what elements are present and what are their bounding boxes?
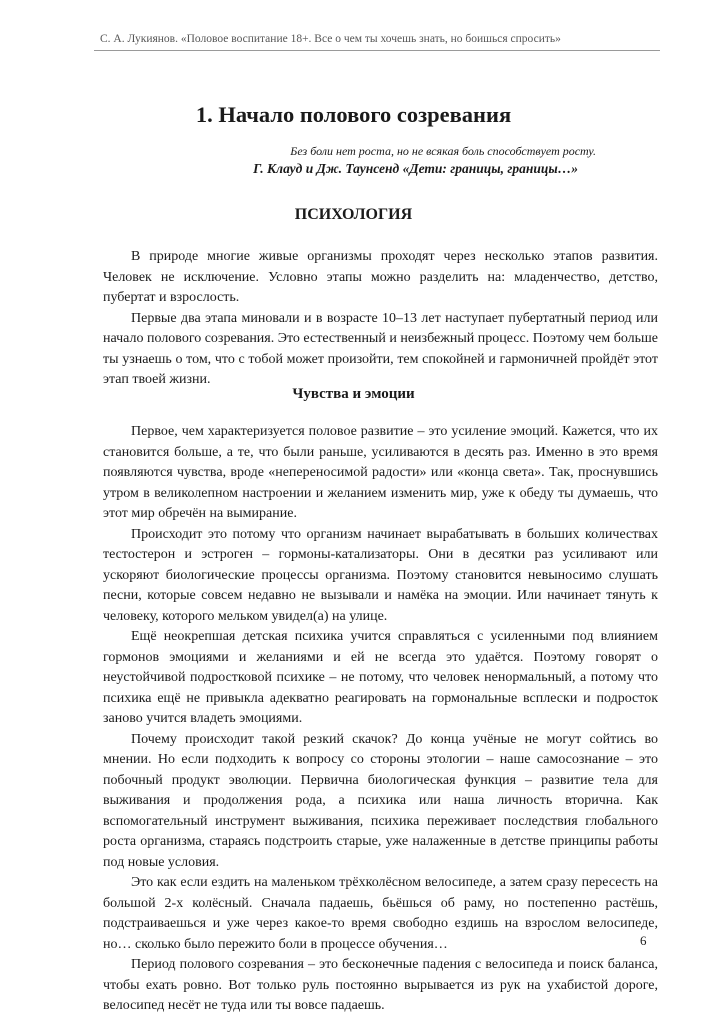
paragraph: Ещё неокрепшая детская психика учится справляться с усиленными под влиянием гормонов эмоциями и желаниями и ей не всегда это удаётся. Поэтому говорят о неустойчивой подростковой психике – не потому, что человек ненормальный, а потому что психика ещё не привыкла адекватно реагировать на гормональные всплески и подросток заново учится владеть эмоциями. bbox=[103, 629, 658, 726]
paragraph: Почему происходит такой резкий скачок? До конца учёные не могут сойтись во мнении. Но если подходить к вопросу со стороны этологии – наше самосознание – это побочный продукт эволюции. Первична биологическая функция – развитие тела для выживания и продолжения рода, а психика или наша личность вторична. Как вспомогательный инструмент выживания, психика переживает последствия глобального роста организма, стараясь подстроить старые, уже налаженные в детстве принципы работы под новые условия. bbox=[103, 731, 658, 870]
running-head: С. А. Лукиянов. «Половое воспитание 18+. Все о чем ты хочешь знать, но боишься спросить» bbox=[100, 33, 561, 45]
epigraph-source: Г. Клауд и Дж. Таунсенд «Дети: границы, границы…» bbox=[253, 161, 578, 176]
psychology-text bbox=[103, 247, 658, 391]
paragraph: Первые два этапа миновали и в возрасте 10–13 лет наступает пубертатный период или начало полового созревания. Это естественный и неизбежный процесс. Поэтому чем больше ты узнаешь о том, что с тобой может произойти, тем спокойней и гармоничней пройдёт этот этап твоей жизни. bbox=[103, 310, 658, 387]
paragraph: Происходит это потому что организм начинает вырабатывать в больших количествах тестостерон и эстроген – гормоны-катализаторы. Они в десятки раз усиливают или ускоряют биологические процессы организма. Поэтому становится невыносимо слушать песни, которые совсем недавно не вызывали и намёка на эмоции. Или начинает тянуть к человеку, которого мельком увидел(а) на улице. bbox=[103, 526, 658, 624]
paragraph: Это как если ездить на маленьком трёхколёсном велосипеде, а затем сразу пересесть на большой 2-х колёсный. Сначала падаешь, бьёшься об раму, но постепенно растёшь, подстраиваешься и уже через какое-то время свободно ездишь на взрослом велосипеде, но… сколько было пережито боли в процессе обучения… bbox=[103, 875, 658, 952]
chapter-title: 1. Начало полового созревания bbox=[195, 102, 512, 127]
paragraph: Период полового созревания – это бесконечные падения с велосипеда и поиск баланса, чтобы ехать ровно. Вот только руль постоянно вырывается из рук на ухабистой дороге, велосипед несёт не туда или ты вовсе падаешь. bbox=[103, 957, 658, 1013]
section-title-psychology: ПСИХОЛОГИЯ bbox=[294, 206, 413, 223]
page-number: 6 bbox=[640, 933, 647, 948]
paragraph: Первое, чем характеризуется половое развитие – это усиление эмоций. Кажется, что их становится больше, а те, что были раньше, усиливаются в десять раз. Именно в это время появляются чувства, вроде «непереносимой радости» или «конца света». Так, проснувшись утром в великолепном настроении и желанием изменить мир, уже к обеду ты думаешь, что этот мир обречён на вымирание. bbox=[103, 424, 658, 521]
section-title-feelings: Чувства и эмоции bbox=[292, 386, 415, 402]
epigraph-quote: Без боли нет роста, но не всякая боль способствует росту. bbox=[290, 144, 596, 158]
paragraph: В природе многие живые организмы проходят через несколько этапов развития. Человек не исключение. Условно этапы можно разделить на: младенчество, детство, пубертат и взрослость. bbox=[103, 249, 658, 305]
feelings-text bbox=[103, 422, 658, 1017]
header-rule bbox=[94, 50, 660, 51]
